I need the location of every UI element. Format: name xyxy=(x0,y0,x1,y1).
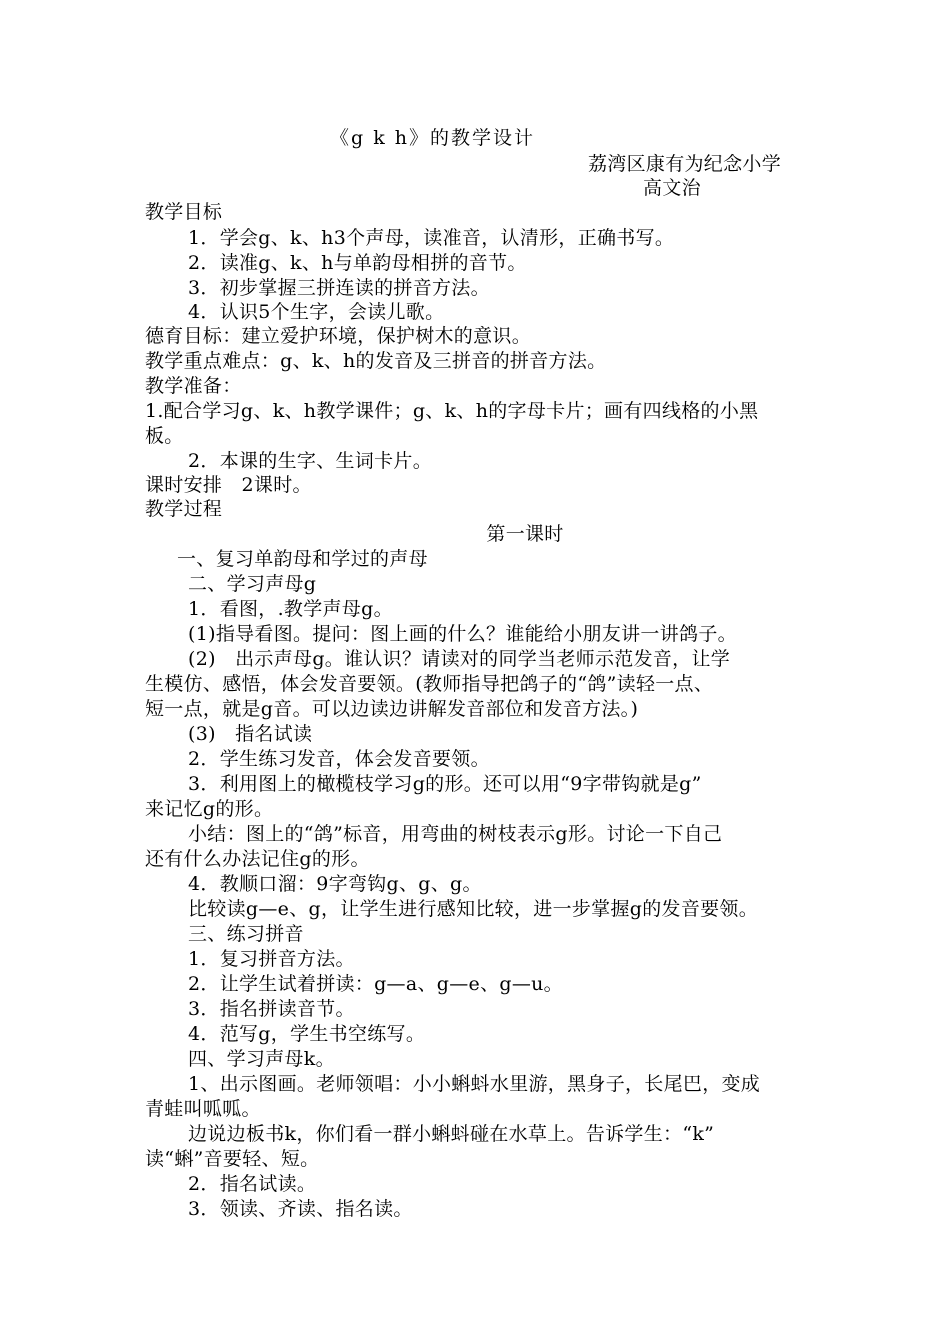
text-line: 读“蝌”音要轻、短。 xyxy=(145,1148,320,1170)
text-line: 还有什么办法记住g的形。 xyxy=(145,848,370,870)
text-line: 3．指名拼读音节。 xyxy=(188,998,355,1020)
text-line: 2．指名试读。 xyxy=(188,1173,317,1195)
text-line: 1．看图，.教学声母g。 xyxy=(188,598,393,620)
text-line: 德育目标：建立爱护环境，保护树木的意识。 xyxy=(145,325,532,347)
text-line: 青蛙叫呱呱。 xyxy=(145,1098,261,1120)
section-heading: 教学过程 xyxy=(145,498,223,520)
text-line: 小结：图上的“鸽”标音，用弯曲的树枝表示g形。讨论一下自己 xyxy=(188,823,723,845)
text-line: 教学重点难点：g、k、h的发音及三拼音的拼音方法。 xyxy=(145,350,607,372)
subsection-heading: 三、练习拼音 xyxy=(188,923,304,945)
text-line: 板。 xyxy=(145,425,184,447)
text-line: (3) 指名试读 xyxy=(188,723,313,745)
text-line: 2．让学生试着拼读：g—a、g—e、g—u。 xyxy=(188,973,563,995)
document-title: 《g k h》的教学设计 xyxy=(330,127,535,149)
text-line: 2．读准g、k、h与单韵母相拼的音节。 xyxy=(188,252,527,274)
text-line: 来记忆g的形。 xyxy=(145,798,274,820)
school-name: 荔湾区康有为纪念小学 xyxy=(588,153,782,175)
text-line: (1)指导看图。提问：图上画的什么？谁能给小朋友讲一讲鸽子。 xyxy=(188,623,737,645)
text-line: 短一点，就是g音。可以边读边讲解发音部位和发音方法。) xyxy=(145,698,639,720)
subsection-heading: 二、学习声母g xyxy=(188,573,317,595)
text-line: 4．教顺口溜：9字弯钩g、g、g。 xyxy=(188,873,482,895)
section-heading: 教学目标 xyxy=(145,201,223,223)
text-line: 1、出示图画。老师领唱：小小蝌蚪水里游，黑身子，长尾巴，变成 xyxy=(188,1073,761,1095)
text-line: 课时安排 2课时。 xyxy=(145,474,312,496)
text-line: (2) 出示声母g。谁认识？请读对的同学当老师示范发音，让学 xyxy=(188,648,731,670)
text-line: 比较读g—e、g，让学生进行感知比较，进一步掌握g的发音要领。 xyxy=(188,898,759,920)
section-heading: 教学准备： xyxy=(145,375,242,397)
text-line: 4．认识5个生字，会读儿歌。 xyxy=(188,301,445,323)
text-line: 3．初步掌握三拼连读的拼音方法。 xyxy=(188,277,490,299)
text-line: 3．领读、齐读、指名读。 xyxy=(188,1198,413,1220)
text-line: 边说边板书k，你们看一群小蝌蚪碰在水草上。告诉学生：“k” xyxy=(188,1123,715,1145)
text-line: 1.配合学习g、k、h教学课件；g、k、h的字母卡片；画有四线格的小黑 xyxy=(145,400,759,422)
author-name: 高文治 xyxy=(643,177,701,199)
text-line: 4．范写g，学生书空练写。 xyxy=(188,1023,426,1045)
text-line: 2．学生练习发音，体会发音要领。 xyxy=(188,748,490,770)
text-line: 1．复习拼音方法。 xyxy=(188,948,355,970)
lesson-heading: 第一课时 xyxy=(486,523,564,545)
text-line: 1．学会g、k、h3个声母，读准音，认清形，正确书写。 xyxy=(188,227,675,249)
subsection-heading: 四、学习声母k。 xyxy=(188,1048,335,1070)
subsection-heading: 一、复习单韵母和学过的声母 xyxy=(177,548,428,570)
text-line: 2．本课的生字、生词卡片。 xyxy=(188,450,432,472)
text-line: 生模仿、感悟，体会发音要领。(教师指导把鸽子的“鸽”读轻一点、 xyxy=(145,673,714,695)
text-line: 3．利用图上的橄榄枝学习g的形。还可以用“9字带钩就是g” xyxy=(188,773,702,795)
